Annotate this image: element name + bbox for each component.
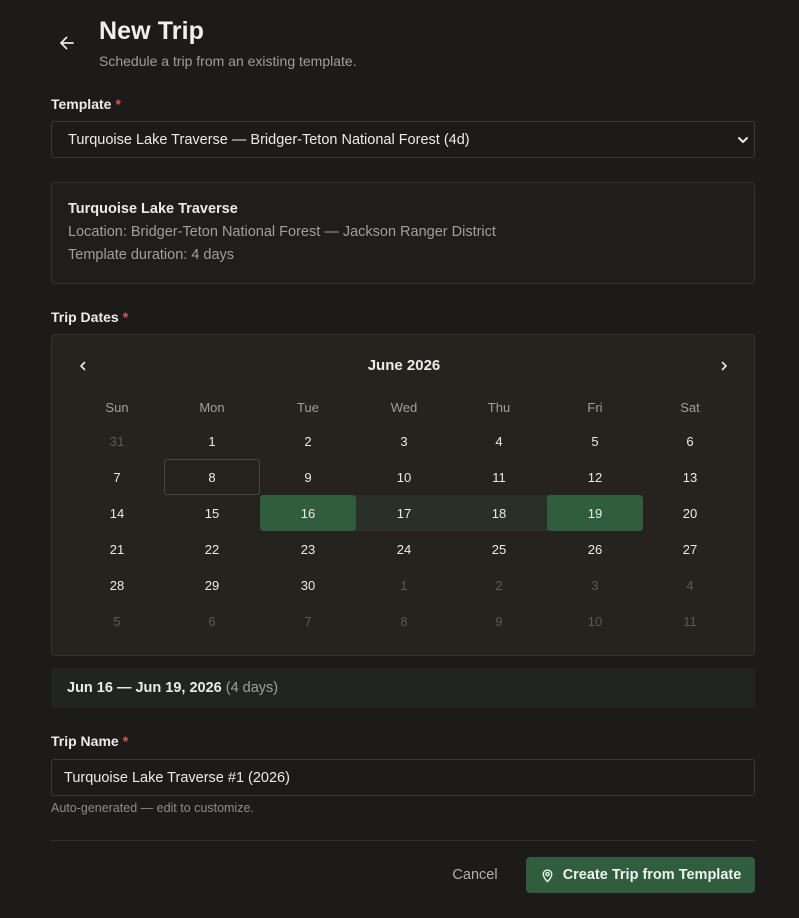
required-mark: * xyxy=(122,733,129,749)
map-pin-icon xyxy=(540,868,555,883)
trip-name-input[interactable] xyxy=(51,759,755,796)
template-info-card xyxy=(51,182,755,284)
page-subtitle: Schedule a trip from an existing template. xyxy=(99,53,357,69)
calendar-day[interactable]: 26 xyxy=(587,541,603,557)
arrow-left-icon xyxy=(58,34,76,52)
trip-name-label xyxy=(51,733,128,749)
calendar-day[interactable]: 10 xyxy=(396,469,412,485)
calendar-day[interactable]: 19 xyxy=(547,495,643,531)
required-mark: * xyxy=(115,96,121,112)
chevron-down-icon xyxy=(736,133,750,147)
calendar-day-outside[interactable]: 3 xyxy=(591,577,599,593)
calendar-day[interactable]: 4 xyxy=(495,433,503,449)
page-title: New Trip xyxy=(99,17,204,45)
template-select-value: Turquoise Lake Traverse — Bridger-Teton National Forest (4d) xyxy=(68,131,470,148)
template-info-duration: Template duration: 4 days xyxy=(68,247,235,263)
calendar-day[interactable]: 1 xyxy=(208,433,216,449)
next-month-button[interactable] xyxy=(713,355,735,377)
back-button[interactable] xyxy=(54,30,80,56)
calendar-day[interactable]: 2 xyxy=(304,433,312,449)
calendar-day[interactable]: 13 xyxy=(682,469,698,485)
template-label-text: Template xyxy=(51,96,112,112)
cancel-button[interactable]: Cancel xyxy=(452,867,498,883)
calendar-day[interactable]: 15 xyxy=(204,505,220,521)
calendar-day-outside[interactable]: 11 xyxy=(683,613,697,629)
trip-name-label-text: Trip Name xyxy=(51,733,119,749)
footer-divider xyxy=(51,840,755,841)
calendar-day-outside[interactable]: 7 xyxy=(304,613,312,629)
weekday-sat: Sat xyxy=(680,400,700,415)
calendar-day-outside[interactable]: 1 xyxy=(400,577,408,593)
create-trip-button[interactable] xyxy=(526,857,755,893)
calendar-day[interactable]: 20 xyxy=(682,505,698,521)
weekday-mon: Mon xyxy=(199,400,225,415)
calendar-day-outside[interactable]: 2 xyxy=(495,577,503,593)
selected-range-dates: Jun 16 — Jun 19, 2026 xyxy=(67,680,222,696)
calendar-day[interactable]: 24 xyxy=(396,541,412,557)
calendar-day[interactable]: 21 xyxy=(109,541,125,557)
calendar-day[interactable]: 11 xyxy=(492,469,506,485)
calendar-day[interactable]: 7 xyxy=(113,469,121,485)
calendar-day-outside[interactable]: 4 xyxy=(686,577,694,593)
trip-dates-label xyxy=(51,309,128,325)
calendar-day[interactable]: 5 xyxy=(591,433,599,449)
calendar-day[interactable]: 9 xyxy=(304,469,312,485)
calendar-day[interactable]: 30 xyxy=(300,577,316,593)
calendar-day-outside[interactable]: 9 xyxy=(495,613,503,629)
calendar-day-outside[interactable]: 5 xyxy=(113,613,121,629)
calendar-day[interactable]: 25 xyxy=(491,541,507,557)
calendar-day[interactable]: 8 xyxy=(164,459,260,495)
template-label xyxy=(51,96,121,112)
required-mark: * xyxy=(122,309,129,325)
selected-range-count: (4 days) xyxy=(225,680,279,696)
weekday-fri: Fri xyxy=(587,400,603,415)
calendar-month-title: June 2026 xyxy=(367,357,441,374)
calendar-day-outside[interactable]: 6 xyxy=(208,613,216,629)
calendar-day[interactable]: 27 xyxy=(682,541,698,557)
calendar-day-outside[interactable]: 8 xyxy=(400,613,408,629)
trip-name-hint: Auto-generated — edit to customize. xyxy=(51,801,254,815)
template-info-name: Turquoise Lake Traverse xyxy=(68,201,238,217)
date-range-calendar xyxy=(51,334,755,656)
trip-dates-label-text: Trip Dates xyxy=(51,309,119,325)
weekday-tue: Tue xyxy=(297,400,319,415)
calendar-day[interactable]: 28 xyxy=(109,577,125,593)
calendar-day[interactable]: 16 xyxy=(260,495,356,531)
calendar-day[interactable]: 18 xyxy=(451,495,547,531)
calendar-day[interactable]: 12 xyxy=(587,469,603,485)
template-select[interactable] xyxy=(51,121,755,158)
calendar-day-outside[interactable]: 10 xyxy=(587,613,603,629)
create-trip-button-label: Create Trip from Template xyxy=(562,867,742,883)
calendar-day[interactable]: 14 xyxy=(109,505,125,521)
calendar-day-outside[interactable]: 31 xyxy=(109,433,125,449)
template-info-location: Location: Bridger-Teton National Forest — Jackson Ranger District xyxy=(68,224,496,240)
weekday-sun: Sun xyxy=(105,400,129,415)
weekday-wed: Wed xyxy=(390,400,418,415)
selected-range-summary xyxy=(51,668,755,708)
calendar-day[interactable]: 29 xyxy=(204,577,220,593)
calendar-day[interactable]: 23 xyxy=(300,541,316,557)
weekday-thu: Thu xyxy=(487,400,511,415)
chevron-right-icon xyxy=(718,360,730,372)
calendar-day[interactable]: 3 xyxy=(400,433,408,449)
calendar-day[interactable]: 17 xyxy=(356,495,452,531)
calendar-day[interactable]: 22 xyxy=(204,541,220,557)
calendar-day[interactable]: 6 xyxy=(686,433,694,449)
